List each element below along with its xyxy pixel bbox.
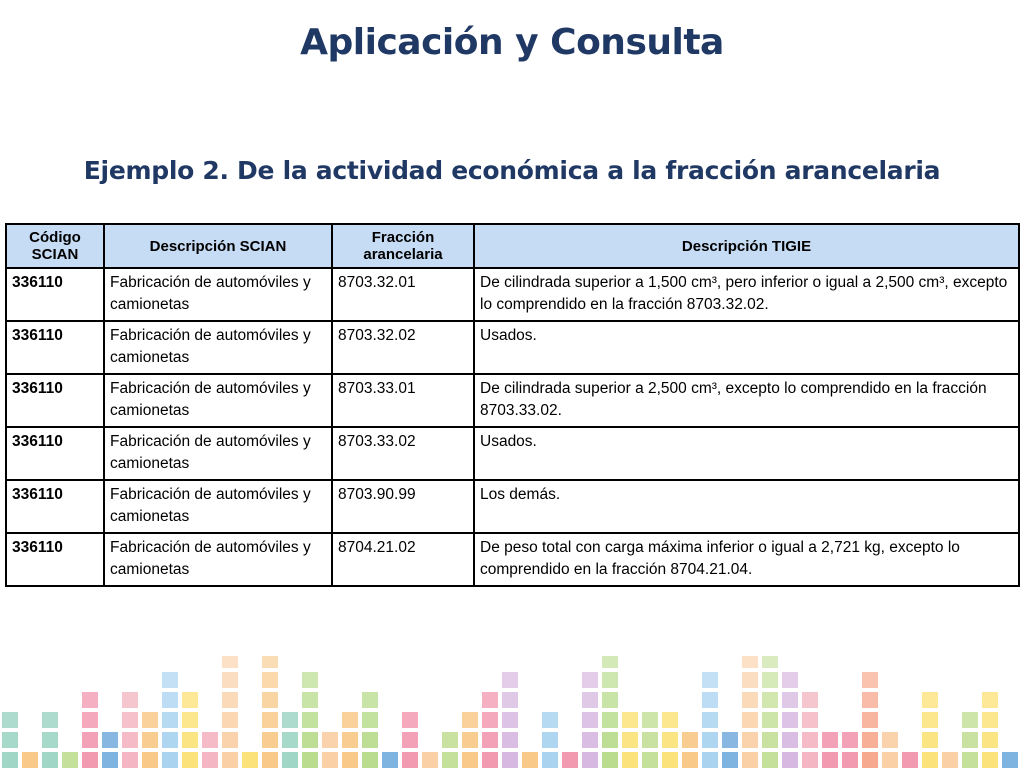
decorative-block <box>742 656 758 668</box>
decorative-block <box>222 732 238 748</box>
decorative-block <box>622 752 638 768</box>
decorative-block <box>742 712 758 728</box>
decorative-block <box>742 732 758 748</box>
decorative-block <box>122 692 138 708</box>
cell-fraction: 8703.32.01 <box>332 268 474 321</box>
decorative-block <box>642 712 658 728</box>
decorative-block <box>682 732 698 748</box>
decorative-block <box>582 712 598 728</box>
decorative-block <box>602 752 618 768</box>
decorative-block <box>122 752 138 768</box>
cell-description: Fabricación de automóviles y camionetas <box>104 427 332 480</box>
cell-description: Fabricación de automóviles y camionetas <box>104 533 332 586</box>
decorative-block <box>582 692 598 708</box>
decorative-block <box>462 732 478 748</box>
decorative-block <box>362 732 378 748</box>
decorative-block <box>302 752 318 768</box>
decorative-block <box>102 752 118 768</box>
decorative-block <box>782 752 798 768</box>
decorative-block <box>442 732 458 748</box>
cell-code: 336110 <box>6 268 104 321</box>
decorative-block <box>502 752 518 768</box>
cell-fraction: 8703.32.02 <box>332 321 474 374</box>
decorative-block <box>542 712 558 728</box>
decorative-block <box>142 712 158 728</box>
decorative-block <box>482 732 498 748</box>
decorative-block <box>302 672 318 688</box>
decorative-block <box>582 672 598 688</box>
cell-tigie: Usados. <box>474 321 1019 374</box>
decorative-block <box>562 752 578 768</box>
decorative-block <box>302 692 318 708</box>
decorative-block <box>42 712 58 728</box>
decorative-block <box>262 732 278 748</box>
decorative-block <box>862 732 878 748</box>
decorative-block <box>42 752 58 768</box>
decorative-block <box>862 752 878 768</box>
decorative-block <box>762 692 778 708</box>
decorative-block <box>302 732 318 748</box>
decorative-block <box>762 672 778 688</box>
decorative-block <box>682 752 698 768</box>
decorative-block <box>82 732 98 748</box>
decorative-block <box>222 672 238 688</box>
decorative-block <box>782 672 798 688</box>
decorative-block <box>702 712 718 728</box>
decorative-block <box>602 692 618 708</box>
decorative-block <box>942 752 958 768</box>
cell-tigie: De peso total con carga máxima inferior o igual a 2,721 kg, excepto lo comprendido en la fracción 8704.21.04. <box>474 533 1019 586</box>
decorative-block <box>82 692 98 708</box>
decorative-block <box>922 692 938 708</box>
decorative-block <box>782 712 798 728</box>
decorative-block <box>262 692 278 708</box>
decorative-block <box>502 712 518 728</box>
decorative-block <box>162 752 178 768</box>
cell-description: Fabricación de automóviles y camionetas <box>104 321 332 374</box>
decorative-block <box>122 712 138 728</box>
decorative-block <box>282 752 298 768</box>
decorative-block <box>982 752 998 768</box>
decorative-block <box>542 752 558 768</box>
decorative-block <box>662 752 678 768</box>
decorative-block <box>702 732 718 748</box>
decorative-block <box>662 712 678 728</box>
cell-code: 336110 <box>6 480 104 533</box>
slide-subtitle: Ejemplo 2. De la actividad económica a la fracción arancelaria <box>83 156 941 185</box>
decorative-block <box>182 732 198 748</box>
decorative-block <box>982 692 998 708</box>
decorative-block <box>22 752 38 768</box>
cell-fraction: 8703.33.02 <box>332 427 474 480</box>
decorative-block <box>502 692 518 708</box>
decorative-block <box>862 712 878 728</box>
decorative-block <box>862 672 878 688</box>
decorative-block <box>962 732 978 748</box>
decorative-block <box>742 752 758 768</box>
decorative-block <box>162 692 178 708</box>
decorative-color-blocks <box>0 656 1024 768</box>
decorative-block <box>262 752 278 768</box>
decorative-block <box>222 712 238 728</box>
decorative-block <box>362 752 378 768</box>
header-fraccion-arancelaria: Fracción arancelaria <box>332 224 474 268</box>
cell-fraction: 8703.90.99 <box>332 480 474 533</box>
decorative-block <box>982 732 998 748</box>
decorative-block <box>482 712 498 728</box>
decorative-block <box>282 712 298 728</box>
decorative-block <box>762 656 778 668</box>
decorative-block <box>762 732 778 748</box>
decorative-block <box>2 752 18 768</box>
decorative-block <box>602 712 618 728</box>
decorative-block <box>202 752 218 768</box>
decorative-block <box>442 752 458 768</box>
decorative-block <box>962 752 978 768</box>
decorative-block <box>882 732 898 748</box>
decorative-block <box>362 712 378 728</box>
decorative-block <box>802 712 818 728</box>
decorative-block <box>702 692 718 708</box>
cell-description: Fabricación de automóviles y camionetas <box>104 374 332 427</box>
decorative-block <box>762 752 778 768</box>
decorative-block <box>162 672 178 688</box>
decorative-block <box>502 672 518 688</box>
decorative-block <box>182 692 198 708</box>
decorative-block <box>802 752 818 768</box>
decorative-block <box>642 732 658 748</box>
decorative-block <box>422 752 438 768</box>
decorative-block <box>182 752 198 768</box>
decorative-block <box>882 752 898 768</box>
table-row <box>6 533 1019 586</box>
table-row <box>6 480 1019 533</box>
decorative-block <box>842 732 858 748</box>
decorative-block <box>742 672 758 688</box>
decorative-block <box>542 732 558 748</box>
tariff-table <box>5 223 1020 587</box>
decorative-block <box>82 752 98 768</box>
decorative-block <box>582 752 598 768</box>
decorative-block <box>482 752 498 768</box>
table-row <box>6 321 1019 374</box>
decorative-block <box>702 672 718 688</box>
cell-tigie: Los demás. <box>474 480 1019 533</box>
decorative-block <box>902 752 918 768</box>
table-row <box>6 268 1019 321</box>
decorative-block <box>722 732 738 748</box>
cell-tigie: De cilindrada superior a 1,500 cm³, pero inferior o igual a 2,500 cm³, excepto lo comprendido en la fracción 8703.32.02. <box>474 268 1019 321</box>
cell-code: 336110 <box>6 427 104 480</box>
decorative-block <box>602 732 618 748</box>
decorative-block <box>362 692 378 708</box>
table-row <box>6 374 1019 427</box>
decorative-block <box>142 732 158 748</box>
decorative-block <box>782 732 798 748</box>
decorative-block <box>582 732 598 748</box>
decorative-block <box>702 752 718 768</box>
decorative-block <box>322 752 338 768</box>
decorative-block <box>622 732 638 748</box>
decorative-block <box>282 732 298 748</box>
cell-fraction: 8703.33.01 <box>332 374 474 427</box>
decorative-block <box>142 752 158 768</box>
decorative-block <box>262 672 278 688</box>
decorative-block <box>982 712 998 728</box>
decorative-block <box>342 752 358 768</box>
table-row <box>6 427 1019 480</box>
decorative-block <box>182 712 198 728</box>
decorative-block <box>802 732 818 748</box>
decorative-block <box>462 712 478 728</box>
decorative-block <box>62 752 78 768</box>
header-descripcion-tigie: Descripción TIGIE <box>474 224 1019 268</box>
decorative-block <box>222 656 238 668</box>
decorative-block <box>822 752 838 768</box>
table-header-row <box>6 224 1019 268</box>
header-codigo-scian: Código SCIAN <box>6 224 104 268</box>
decorative-block <box>402 732 418 748</box>
decorative-block <box>342 712 358 728</box>
decorative-block <box>922 752 938 768</box>
decorative-block <box>742 692 758 708</box>
cell-fraction: 8704.21.02 <box>332 533 474 586</box>
cell-code: 336110 <box>6 533 104 586</box>
cell-tigie: De cilindrada superior a 2,500 cm³, excepto lo comprendido en la fracción 8703.33.02. <box>474 374 1019 427</box>
decorative-block <box>622 712 638 728</box>
decorative-block <box>602 672 618 688</box>
decorative-block <box>602 656 618 668</box>
decorative-block <box>222 692 238 708</box>
cell-code: 336110 <box>6 374 104 427</box>
decorative-block <box>1002 752 1018 768</box>
decorative-block <box>102 732 118 748</box>
decorative-block <box>802 692 818 708</box>
cell-code: 336110 <box>6 321 104 374</box>
decorative-block <box>922 712 938 728</box>
decorative-block <box>42 732 58 748</box>
decorative-block <box>842 752 858 768</box>
cell-tigie: Usados. <box>474 427 1019 480</box>
decorative-block <box>202 732 218 748</box>
decorative-block <box>822 732 838 748</box>
decorative-block <box>482 692 498 708</box>
decorative-block <box>502 732 518 748</box>
decorative-block <box>2 732 18 748</box>
decorative-block <box>262 656 278 668</box>
decorative-block <box>122 732 138 748</box>
decorative-block <box>462 752 478 768</box>
decorative-block <box>522 752 538 768</box>
decorative-block <box>782 692 798 708</box>
decorative-block <box>322 732 338 748</box>
decorative-block <box>342 732 358 748</box>
decorative-block <box>242 752 258 768</box>
decorative-block <box>82 712 98 728</box>
decorative-block <box>162 712 178 728</box>
decorative-block <box>402 752 418 768</box>
decorative-block <box>762 712 778 728</box>
decorative-block <box>922 732 938 748</box>
decorative-block <box>862 692 878 708</box>
slide-title: Aplicación y Consulta <box>300 22 724 63</box>
decorative-block <box>262 712 278 728</box>
cell-description: Fabricación de automóviles y camionetas <box>104 480 332 533</box>
decorative-block <box>302 712 318 728</box>
cell-description: Fabricación de automóviles y camionetas <box>104 268 332 321</box>
decorative-block <box>382 752 398 768</box>
header-descripcion-scian: Descripción SCIAN <box>104 224 332 268</box>
decorative-block <box>722 752 738 768</box>
decorative-block <box>162 732 178 748</box>
decorative-block <box>962 712 978 728</box>
decorative-block <box>402 712 418 728</box>
decorative-block <box>662 732 678 748</box>
decorative-block <box>642 752 658 768</box>
decorative-block <box>2 712 18 728</box>
decorative-block <box>222 752 238 768</box>
